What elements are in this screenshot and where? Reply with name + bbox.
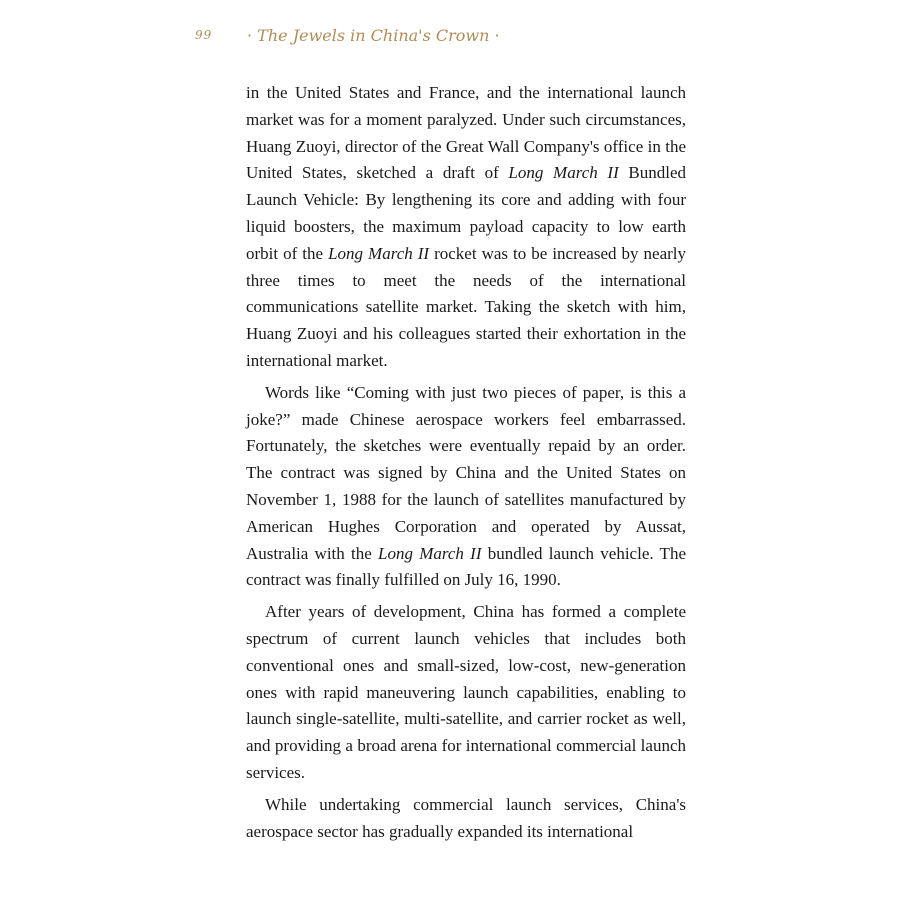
text-run: rocket was to be increased by nearly three times to meet the needs of the international communications satellite market. Taking the sketch with him, Huang Zuoyi and his colleagues started their exhortation in the international market. — [246, 243, 686, 370]
text-run: While undertaking commercial launch services, China's aerospace sector has gradually expanded its international — [246, 794, 686, 841]
book-title: · The Jewels in China's Crown · — [247, 26, 500, 45]
paragraph — [246, 80, 686, 375]
paragraph — [246, 599, 686, 787]
page-number: 99 — [195, 28, 213, 42]
running-head — [195, 26, 700, 50]
text-run: Bundled Launch Vehicle: By lengthening its core and adding with four liquid boosters, the maximum payload capacity to low earth orbit of the — [246, 163, 687, 263]
text-run: bundled launch vehicle. The contract was finally fulfilled on July 16, 1990. — [246, 543, 686, 590]
text-run: Words like “Coming with just two pieces of paper, is this a joke?” made Chinese aerospace workers feel embarrassed. Fortunately, the sketches were eventually repaid by an order. The contract was signed by China and the United States on November 1, 1988 for the launch of satellites manufactured by American Hughes Corporation and operated by Aussat, Australia with the — [246, 382, 686, 563]
italic-vehicle-name: Long March II — [378, 543, 482, 563]
body-text — [246, 80, 686, 850]
italic-vehicle-name: Long March II — [508, 163, 619, 183]
paragraph — [246, 792, 686, 846]
text-run: in the United States and France, and the international launch market was for a moment paralyzed. Under such circumstances, Huang Zuoyi, director of the Great Wall Company's office in the United States, sketched a draft of — [246, 83, 686, 183]
text-run: After years of development, China has formed a complete spectrum of current launch vehicles that includes both conventional ones and small-sized, low-cost, new-generation ones with rapid maneuvering launch capabilities, enabling to launch single-satellite, multi-satellite, and carrier rocket as well, and providing a broad arena for international commercial launch services. — [246, 602, 686, 782]
italic-vehicle-name: Long March II — [328, 243, 430, 263]
paragraph — [246, 380, 686, 594]
